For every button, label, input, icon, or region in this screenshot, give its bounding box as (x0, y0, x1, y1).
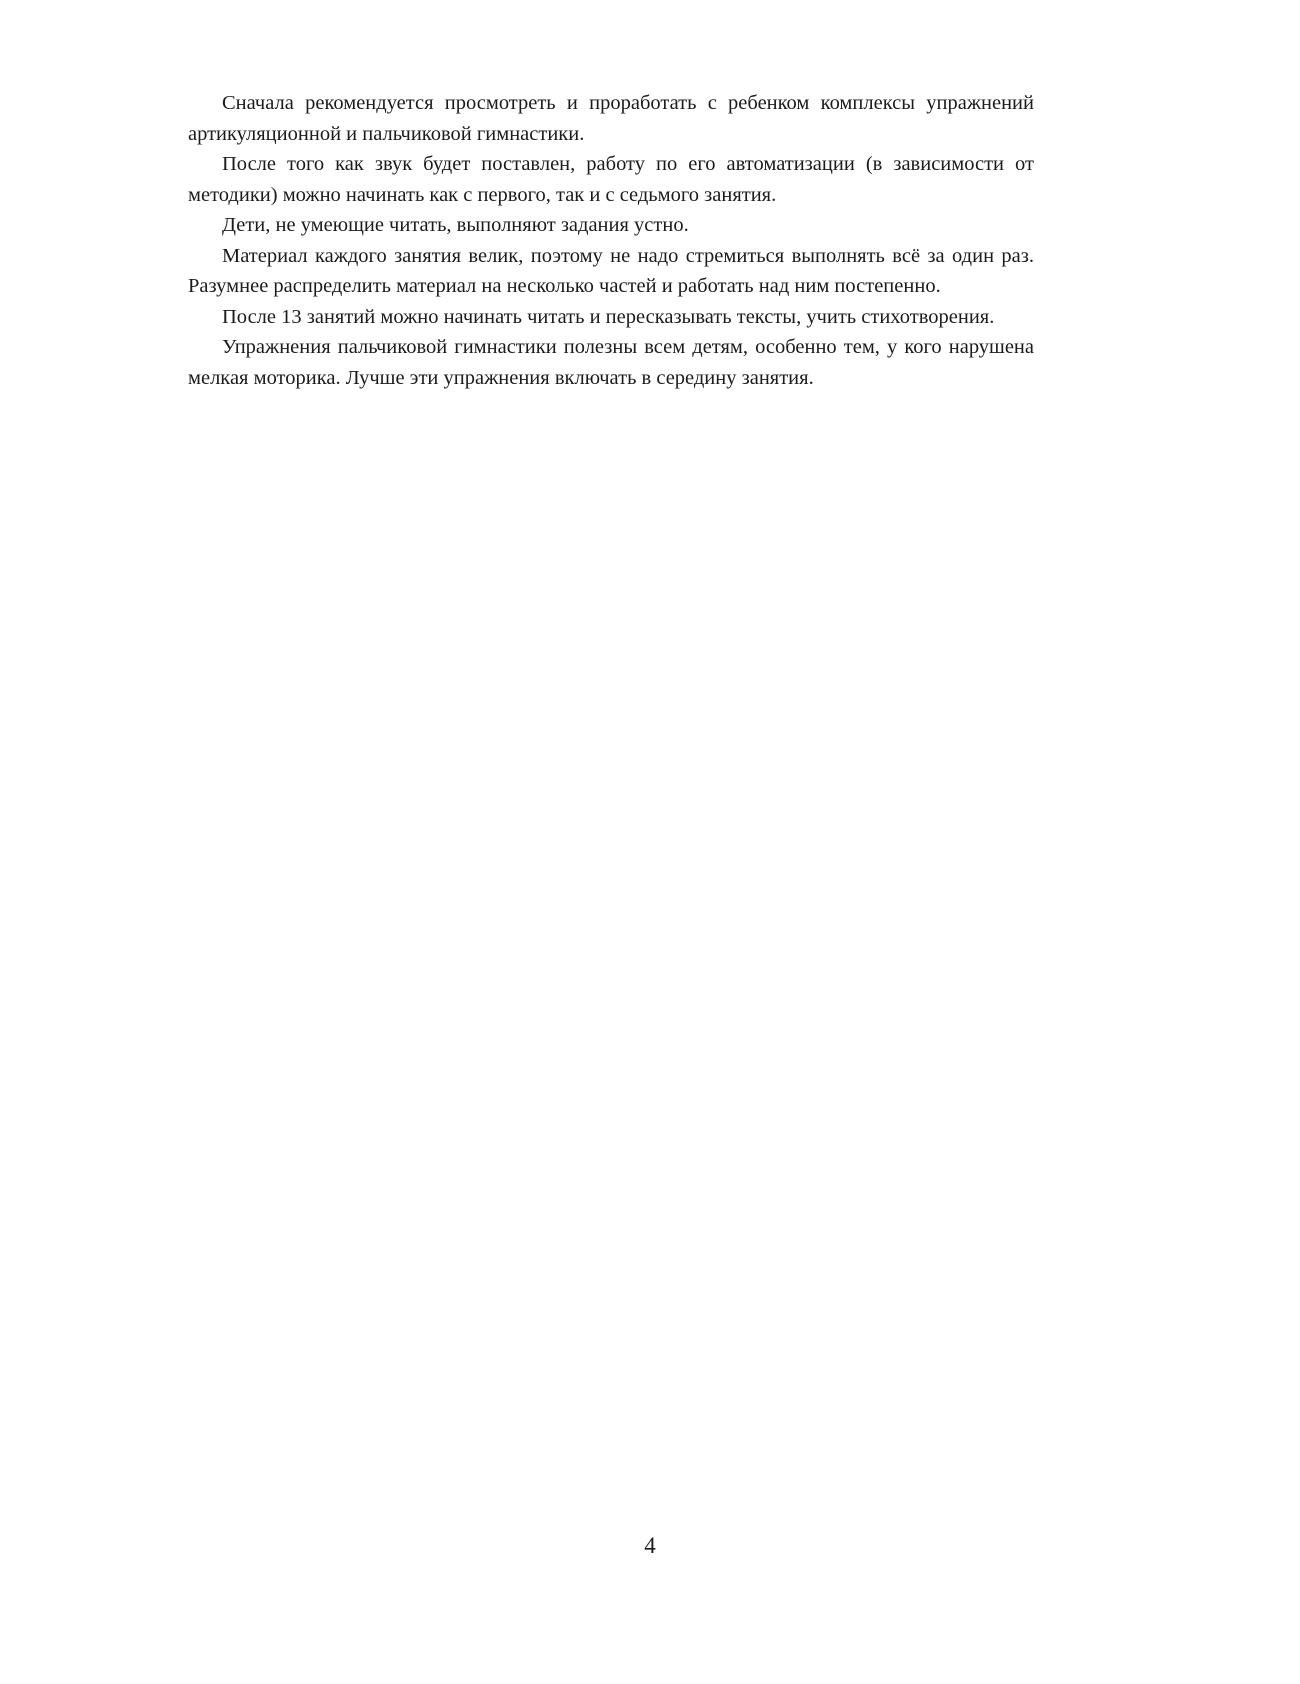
page-number: 4 (644, 1533, 656, 1558)
paragraph-6: Упражнения пальчиковой гимнастики полезны всем детям, особенно тем, у кого нарушена мелкая моторика. Лучше эти упражнения включать в середину занятия. (188, 336, 1034, 389)
paragraph-3: Дети, не умеющие читать, выполняют задания устно. (222, 214, 689, 236)
paragraph-4: Материал каждого занятия велик, поэтому не надо стремиться выполнять всё за один раз. Разумнее распределить материал на несколько частей и работать над ним постепенно. (188, 244, 1034, 297)
body-text (188, 88, 1034, 393)
paragraph-2: После того как звук будет поставлен, работу по его автоматизации (в зависимости от методики) можно начинать как с первого, так и с седьмого занятия. (188, 153, 1034, 206)
paragraph-1: Сначала рекомендуется просмотреть и проработать с ребенком комплексы упражнений артикуляционной и пальчиковой гимнастики. (188, 92, 1034, 145)
paragraph-5: После 13 занятий можно начинать читать и пересказывать тексты, учить стихотворения. (222, 305, 995, 328)
